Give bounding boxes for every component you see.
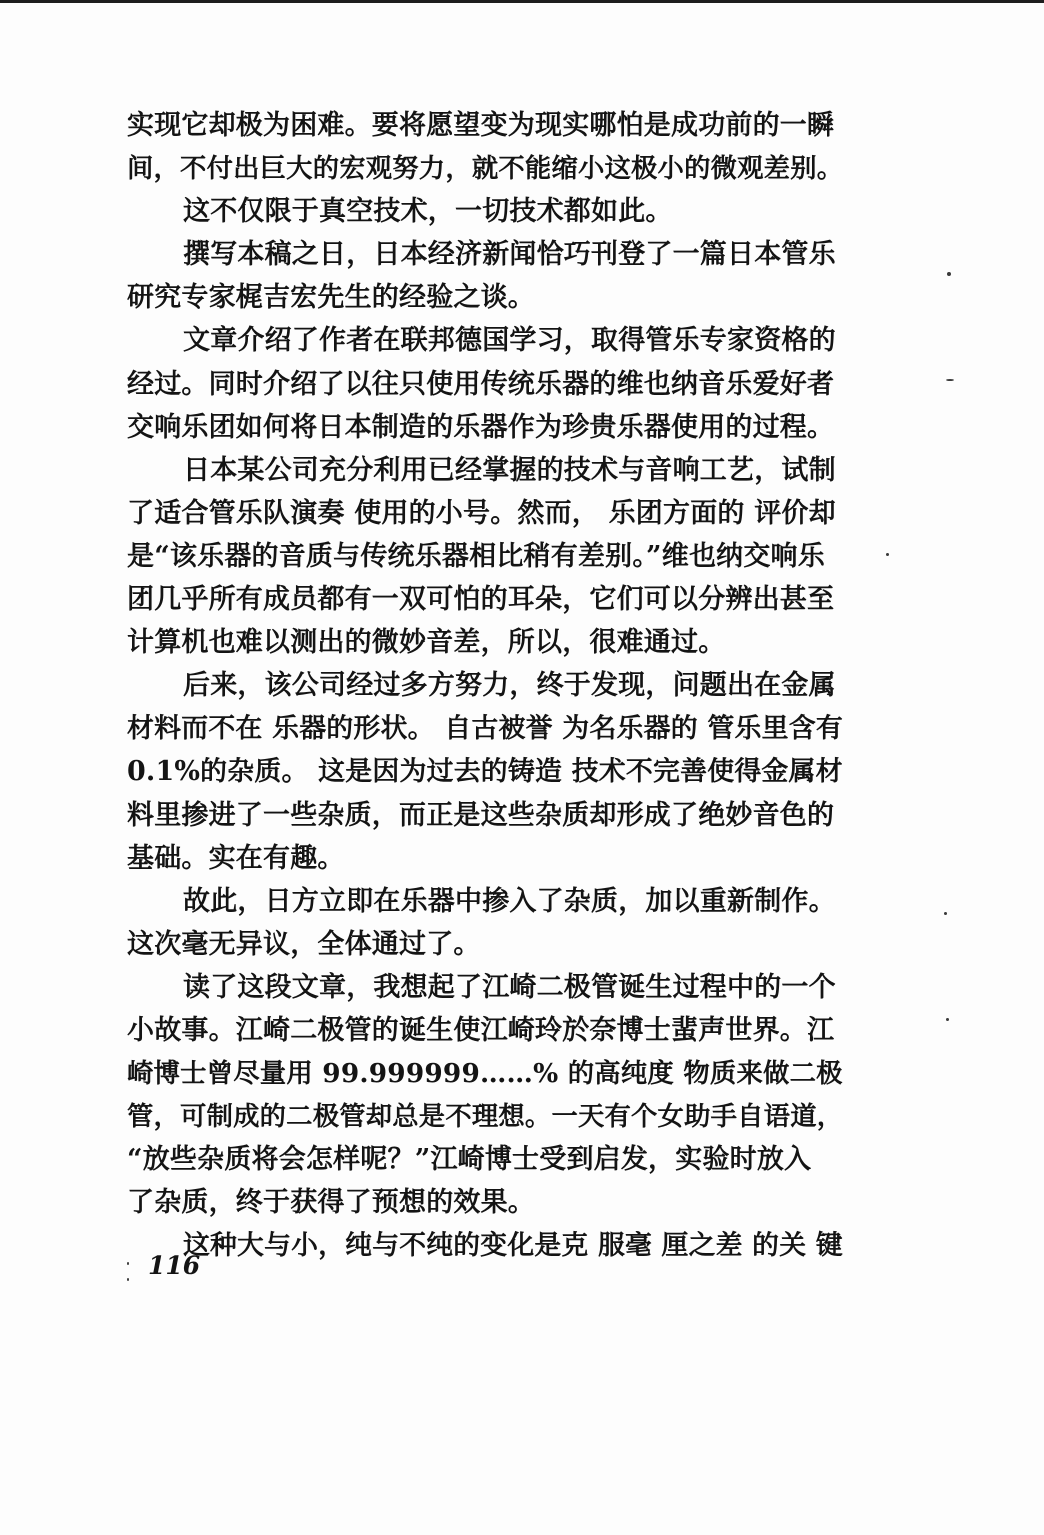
text-line: 了适合管乐队演奏 使用的小号。然而， 乐团方面的 评价却 — [127, 497, 836, 529]
text-line: 读了这段文章，我想起了江崎二极管诞生过程中的一个 — [183, 971, 836, 1003]
text-line: 小故事。江崎二极管的诞生使江崎玲於奈博士蜚声世界。江 — [127, 1014, 835, 1046]
scan-speck — [127, 1262, 129, 1265]
page-top-border — [0, 0, 1044, 3]
text-line: 了杂质，终于获得了预想的效果。 — [127, 1187, 535, 1219]
scan-speck — [946, 1018, 949, 1021]
text-line: 这种大与小，纯与不纯的变化是克 服毫 厘之差 的关 键 — [183, 1230, 843, 1262]
text-line: 是“该乐器的音质与传统乐器相比稍有差别。”维也纳交响乐 — [127, 540, 825, 572]
text-line: 团几乎所有成员都有一双可怕的耳朵，它们可以分辨出甚至 — [127, 584, 835, 616]
scan-speck — [944, 912, 947, 915]
text-line: “放些杂质将会怎样呢？”江崎博士受到启发，实验时放入 — [127, 1144, 812, 1176]
text-line: 计算机也难以测出的微妙音差，所以，很难通过。 — [127, 627, 726, 659]
text-line: 崎博士曾尽量用 99.999999……% 的高纯度 物质来做二极 — [127, 1058, 843, 1090]
text-line: 间，不付出巨大的宏观努力，就不能缩小这极小的微观差别。 — [127, 153, 844, 185]
scan-speck — [946, 379, 954, 381]
text-line: 交响乐团如何将日本制造的乐器作为珍贵乐器使用的过程。 — [127, 411, 835, 443]
text-line: 经过。同时介绍了以往只使用传统乐器的维也纳音乐爱好者 — [127, 368, 835, 400]
text-line: 研究专家梶吉宏先生的经验之谈。 — [127, 282, 535, 314]
body-text — [127, 104, 843, 1268]
text-line: 这不仅限于真空技术，一切技术都如此。 — [183, 196, 673, 228]
text-line: 管，可制成的二极管却总是不理想。一天有个女助手自语道， — [127, 1101, 844, 1133]
text-line: 日本某公司充分利用已经掌握的技术与音响工艺，试制 — [183, 454, 836, 486]
text-line: 实现它却极为困难。要将愿望变为现实哪怕是成功前的一瞬 — [127, 110, 835, 141]
text-line: 故此，日方立即在乐器中掺入了杂质，加以重新制作。 — [183, 885, 836, 917]
page-number: 116 — [148, 1251, 201, 1280]
text-line: 料里掺进了一些杂质，而正是这些杂质却形成了绝妙音色的 — [127, 799, 835, 831]
text-line: 材料而不在 乐器的形状。 自古被誉 为名乐器的 管乐里含有 — [127, 713, 843, 745]
text-line: 这次毫无异议，全体通过了。 — [127, 928, 481, 960]
text-line: 基础。实在有趣。 — [127, 842, 345, 874]
text-line: 撰写本稿之日，日本经济新闻恰巧刊登了一篇日本管乐 — [183, 239, 836, 271]
scan-speck — [947, 272, 951, 276]
text-line: 文章介绍了作者在联邦德国学习，取得管乐专家资格的 — [183, 325, 836, 357]
scan-speck — [127, 1278, 129, 1281]
text-line: 后来，该公司经过多方努力，终于发现，问题出在金属 — [183, 670, 836, 702]
text-line: 0.1%的杂质。 这是因为过去的铸造 技术不完善使得金属材 — [127, 756, 843, 788]
scan-speck — [886, 553, 889, 556]
